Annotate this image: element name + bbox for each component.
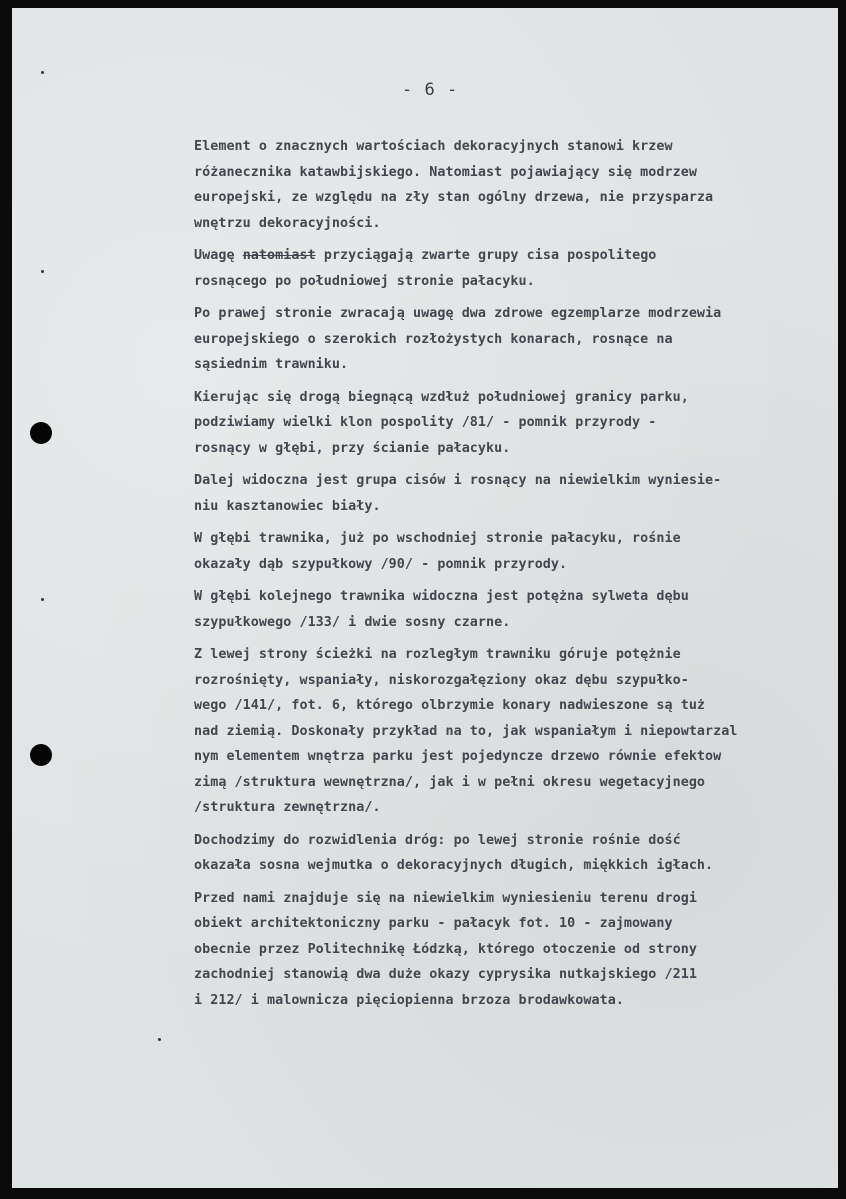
text-line: rozrośnięty, wspaniały, niskorozgałęziony okaz dębu szypułko-: [194, 672, 689, 688]
paragraph: [194, 243, 846, 294]
text-line: [194, 243, 846, 269]
text-line: wego /141/, fot. 6, którego olbrzymie konary nadwieszone są tuż: [194, 698, 706, 713]
text-line: zachodniej stanowią dwa duże okazy cyprysika nutkajskiego /211: [194, 967, 697, 982]
text-line: nym elementem wnętrza parku jest pojedyncze drzewo równie efektow: [194, 749, 722, 764]
text-line: Po prawej stronie zwracają uwagę dwa zdrowe egzemplarze modrzewia: [194, 306, 722, 321]
text-line: zimą /struktura wewnętrzna/, jak i w pełni okresu wegetacyjnego: [194, 774, 706, 790]
text-line: Przed nami znajduje się na niewielkim wyniesieniu terenu drogi: [194, 890, 697, 906]
text-line: /struktura zewnętrzna/.: [194, 800, 381, 815]
text-line: rosnącego po południowej stronie pałacyku.: [194, 273, 535, 289]
text-line: szypułkowego /133/ i dwie sosny czarne.: [194, 614, 511, 630]
body-text: [194, 134, 846, 1020]
text-line: europejski, ze względu na zły stan ogólny drzewa, nie przysparza: [194, 190, 714, 205]
text-line: sąsiednim trawniku.: [194, 357, 349, 372]
text-line: okazały dąb szypułkowy /90/ - pomnik przyrody.: [194, 556, 568, 572]
text-line: Dochodzimy do rozwidlenia dróg: po lewej stronie rośnie dość: [194, 832, 681, 848]
text-line: obiekt architektoniczny parku - pałacyk fot. 10 - zajmowany: [194, 916, 673, 931]
text-line: europejskiego o szerokich rozłożystych konarach, rosnące na: [194, 331, 673, 347]
page-number: - 6 -: [402, 80, 459, 100]
paragraph: [194, 886, 846, 1014]
text-line: i 212/ i malownicza pięciopienna brzoza brodawkowata.: [194, 992, 624, 1008]
text-line: niu kasztanowiec biały.: [194, 498, 381, 514]
punch-hole: [30, 422, 52, 444]
punch-hole: [30, 744, 52, 766]
paragraph: [194, 584, 846, 635]
text-line: okazała sosna wejmutka o dekoracyjnych długich, miękkich igłach.: [194, 858, 714, 873]
text-line: wnętrzu dekoracyjności.: [194, 215, 381, 231]
text-line: Z lewej strony ścieżki na rozległym trawniku góruje potężnie: [194, 647, 681, 662]
speck: [41, 598, 44, 601]
line-rest: przyciągają zwarte grupy cisa pospolitego: [323, 248, 657, 263]
text-line: Dalej widoczna jest grupa cisów i rosnący na niewielkim wyniesie-: [194, 473, 722, 488]
struck-word: natomiast: [242, 248, 316, 263]
speck: [41, 71, 44, 74]
document-page: [12, 8, 838, 1188]
text-line: W głębi kolejnego trawnika widoczna jest potężna sylweta dębu: [194, 589, 689, 604]
text-line: nad ziemią. Doskonały przykład na to, jak wspaniałym i niepowtarzal: [194, 723, 738, 739]
paragraph: [194, 385, 846, 462]
text-line: Element o znacznych wartościach dekoracyjnych stanowi krzew: [194, 139, 673, 154]
text-line: rosnący w głębi, przy ścianie pałacyku.: [194, 440, 511, 456]
paragraph: [194, 301, 846, 378]
text-line: Kierując się drogą biegnącą wzdłuż południowej granicy parku,: [194, 389, 689, 405]
paragraph: [194, 526, 846, 577]
text-line: różanecznika katawbijskiego. Natomiast pojawiający się modrzew: [194, 164, 697, 180]
lead-word: Uwagę: [194, 248, 235, 263]
speck: [41, 270, 44, 273]
text-line: podziwiamy wielki klon pospolity /81/ - pomnik przyrody -: [194, 415, 657, 430]
text-line: W głębi trawnika, już po wschodniej stronie pałacyku, rośnie: [194, 531, 681, 546]
paragraph: [194, 828, 846, 879]
paragraph: [194, 642, 846, 821]
paragraph: [194, 134, 846, 236]
paragraph: [194, 468, 846, 519]
speck: [158, 1038, 161, 1041]
text-line: obecnie przez Politechnikę Łódzką, którego otoczenie od strony: [194, 941, 697, 957]
